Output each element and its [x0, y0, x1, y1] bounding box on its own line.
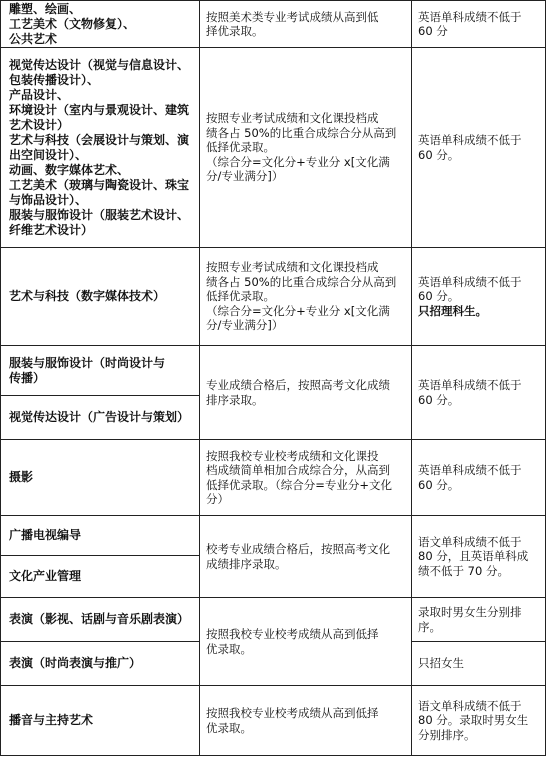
requirement-cell — [412, 0, 546, 48]
rule-cell — [200, 516, 412, 598]
major-cell — [0, 396, 200, 440]
major-name: 表演（影视、话剧与音乐剧表演） — [9, 612, 190, 626]
requirement-text: 英语单科成绩不低于 60 分。 — [418, 274, 522, 304]
requirement-cell — [412, 346, 546, 440]
major-name: 广播电视编导 — [9, 528, 82, 542]
major-cell — [0, 48, 200, 248]
requirement-cell — [412, 440, 546, 516]
rule-cell — [200, 248, 412, 346]
rule-cell — [200, 686, 412, 756]
admission-rule: 按照美术类专业考试成绩从高到低 择优录取。 — [206, 9, 379, 38]
requirement-text: 语文单科成绩不低于 80 分。录取时男女生 分别排序。 — [418, 698, 529, 742]
major-cell — [0, 346, 200, 396]
major-cell — [0, 516, 200, 556]
admission-rule: 按照专业考试成绩和文化课投档成 绩各占 50%的比重合成综合分从高到 低择优录取。 （综合分=文化分+专业分 x[文化满 分/专业满分]） — [206, 260, 397, 333]
admission-rule: 按照我校专业校考成绩从高到低择 优录取。 — [206, 627, 379, 656]
rule-cell — [200, 0, 412, 48]
admission-rule: 按照专业考试成绩和文化课投档成 绩各占 50%的比重合成综合分从高到 低择优录取。 （综合分=文化分+专业分 x[文化满 分/专业满分]） — [206, 111, 397, 184]
major-name: 雕塑、绘画、 工艺美术（文物修复）、 公共艺术 — [9, 1, 136, 46]
requirement-text: 录取时男女生分别排 序。 — [418, 605, 522, 634]
requirement-cell — [412, 598, 546, 642]
major-cell — [0, 556, 200, 598]
major-name: 摄影 — [9, 470, 34, 484]
major-cell — [0, 248, 200, 346]
rule-cell — [200, 440, 412, 516]
requirement-cell — [412, 642, 546, 686]
requirement-text: 语文单科成绩不低于 80 分，且英语单科成 绩不低于 70 分。 — [418, 534, 529, 578]
requirement-text: 英语单科成绩不低于 60 分 — [418, 9, 522, 38]
rule-cell — [200, 48, 412, 248]
major-name: 服装与服饰设计（时尚设计与 传播） — [9, 355, 166, 385]
major-cell — [0, 642, 200, 686]
requirement-cell — [412, 686, 546, 756]
major-cell — [0, 598, 200, 642]
major-name: 表演（时尚表演与推广） — [9, 656, 142, 670]
major-name: 视觉传达设计（广告设计与策划） — [9, 410, 190, 424]
requirement-text: 英语单科成绩不低于 60 分。 — [418, 378, 522, 407]
rule-cell — [200, 598, 412, 686]
major-cell — [0, 686, 200, 756]
major-cell — [0, 0, 200, 48]
major-name: 播音与主持艺术 — [9, 713, 94, 727]
requirement-text: 英语单科成绩不低于 60 分。 — [418, 133, 522, 162]
requirement-text: 英语单科成绩不低于 60 分。 — [418, 463, 522, 492]
admission-rule: 按照我校专业校考成绩从高到低择 优录取。 — [206, 706, 379, 735]
rule-cell — [200, 346, 412, 440]
requirement-cell — [412, 516, 546, 598]
major-name: 文化产业管理 — [9, 569, 82, 583]
major-name: 视觉传达设计（视觉与信息设计、 包装传播设计）、 产品设计、 环境设计（室内与景观设计、建筑 艺术设计） 艺术与科技（会展设计与策划、演 出空间设计）、 动画、数字媒体艺术、 工艺美术（玻璃与陶瓷设计、珠宝 与饰品设计）、 服装与服饰设计（服装艺术设计、 纤维艺术设计） — [9, 57, 190, 237]
requirement-note: 只招理科生。 — [418, 303, 487, 318]
requirement-cell — [412, 248, 546, 346]
requirement-cell — [412, 48, 546, 248]
major-name: 艺术与科技（数字媒体技术） — [9, 289, 166, 303]
admission-rule: 专业成绩合格后，按照高考文化成绩 排序录取。 — [206, 378, 390, 407]
admission-rule: 按照我校专业校考成绩和文化课投 档成绩简单相加合成综合分，从高到 低择优录取。（综合分=专业分+文化 分） — [206, 448, 393, 506]
requirement-text: 只招女生 — [418, 656, 464, 671]
major-cell — [0, 440, 200, 516]
admission-rule: 校考专业成绩合格后，按照高考文化 成绩排序录取。 — [206, 542, 390, 571]
